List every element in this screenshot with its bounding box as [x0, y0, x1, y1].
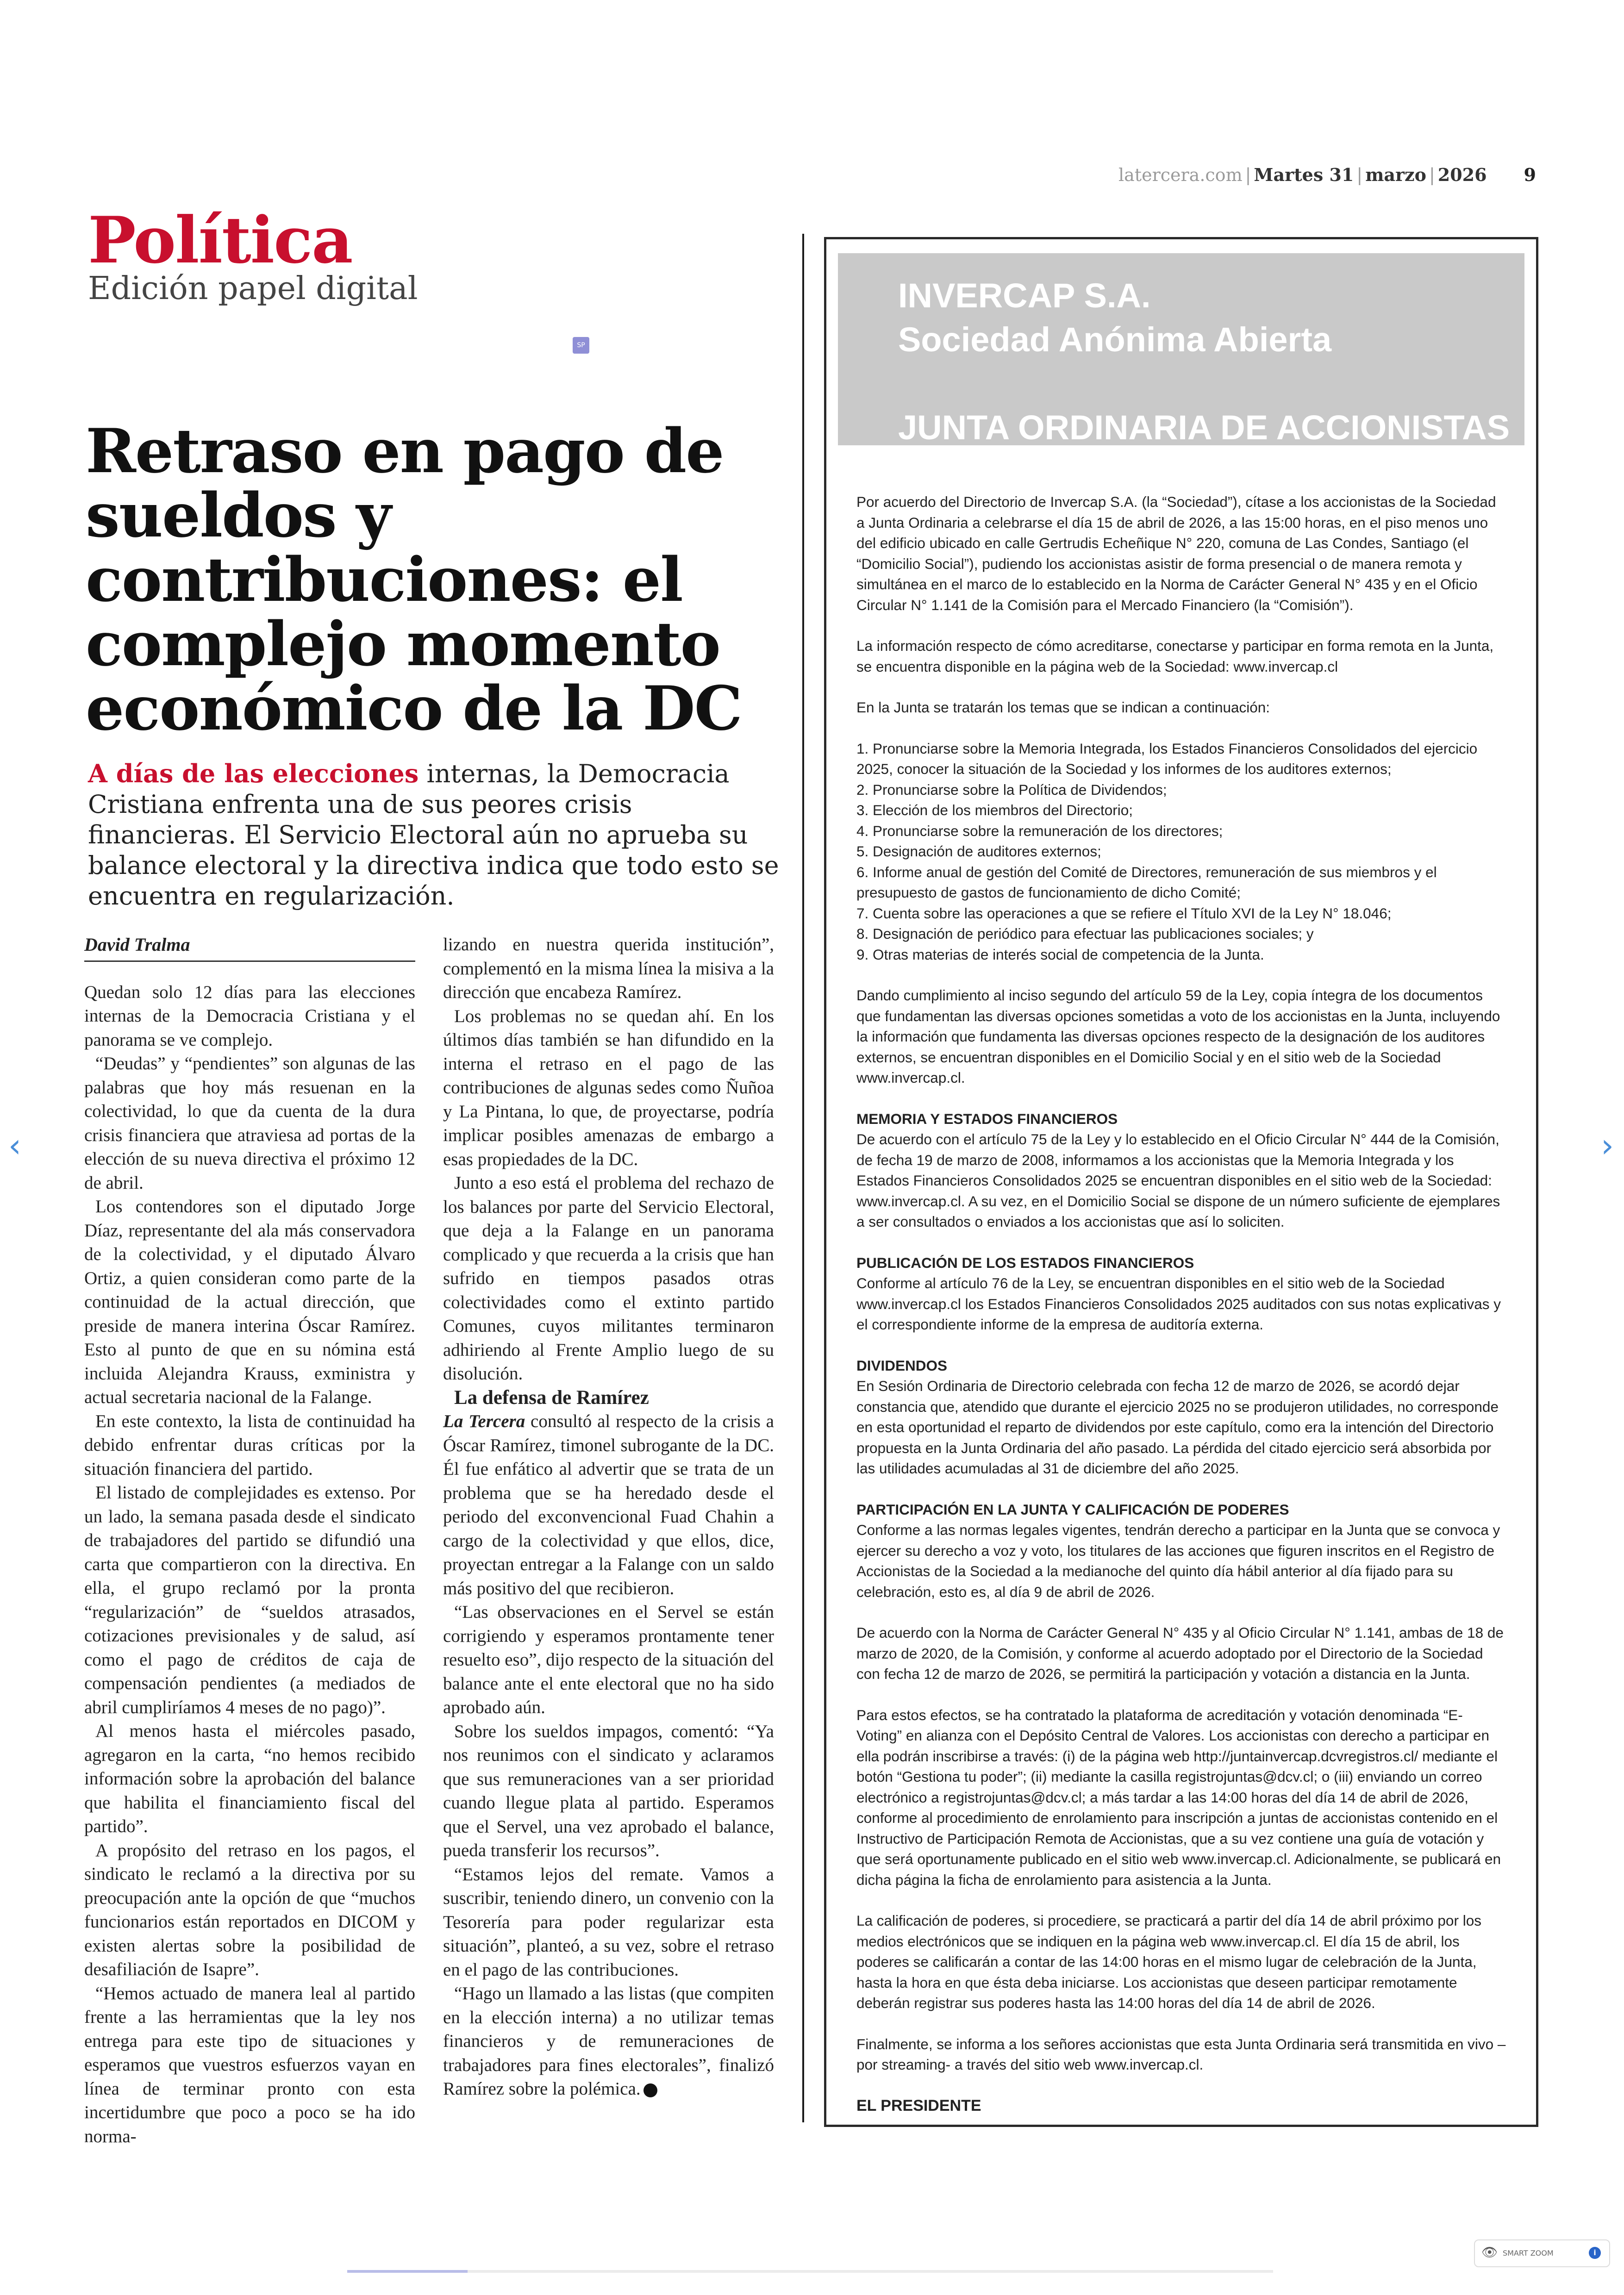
paragraph: El listado de complejidades es extenso. Por un lado, la semana pasada desde el sindicato de trabajadores del partido se difundió una carta que compartieron con la directiva. En ella, el grupo reclamó por la pronta “regularización” de “sueldos atrasados, cotizaciones previsionales y de salud, así como el pago de créditos de caja de compensación pendientes (a mediados de abril cumpliríamos 4 meses de no pago)”.	[84, 1483, 415, 1717]
notice-paragraph: La información respecto de cómo acreditarse, conectarse y participar en forma remota en la Junta, se encuentra disponible en la página web de la Sociedad: www.invercap.cl	[856, 637, 1494, 675]
paragraph: “Estamos lejos del remate. Vamos a suscribir, teniendo dinero, un convenio con la Tesorería para poder regularizar esta situación”, planteó, a su vez, sobre el retraso en el pago de las contribuciones.	[443, 1864, 774, 1980]
notice-company: INVERCAP S.A.	[898, 276, 1151, 315]
paragraph: “Deudas” y “pendientes” son algunas de las palabras que hoy más resuenan en la colectividad, lo que da cuenta de la dura crisis financiera que atraviesa ad portas de la elección de su nueva directiva el próximo 12 de abril.	[84, 1054, 415, 1193]
paragraph: A propósito del retraso en los pagos, el sindicato le reclamó a la directiva por su preocupación ante la opción de que “muchos funcionarios están reportados en DICOM y existen alertas sobre la posibilidad de desafiliación de Isapre”.	[84, 1840, 415, 1979]
section-subtitle: Edición papel digital	[88, 270, 418, 307]
paragraph: Los contendores son el diputado Jorge Díaz, representante del ala más conservadora de la colectividad, y el diputado Álvaro Ortiz, a quien consideran como parte de la continuidad de la actual dirección, que preside de manera interina Óscar Ramírez. Esto al punto de que en su nómina está incluida Alejandra Krauss, exministra y actual secretaria nacional de la Falange.	[84, 1197, 415, 1407]
info-icon[interactable]: i	[1589, 2247, 1601, 2259]
eye-icon: 👁	[1481, 2245, 1498, 2260]
notice-paragraph: En la Junta se tratarán los temas que se indican a continuación:	[856, 699, 1270, 716]
column-divider	[802, 234, 804, 2122]
lead-highlight: A días de las elecciones	[88, 759, 419, 788]
notice-paragraph: De acuerdo con el artículo 75 de la Ley y lo establecido en el Oficio Circular N° 444 de la Comisión, de fecha 19 de marzo de 2008, informamos a los accionistas que la Memoria Integrada y los Estados Financieros Consolidados 2025 se encuentran disponibles en el sitio web de la Sociedad: www.invercap.cl. A su vez, en el Domicilio Social se dispone de un número suficiente de ejemplares a ser consultados o enviados a los accionistas que así lo soliciten.	[856, 1131, 1500, 1230]
notice-paragraph: De acuerdo con la Norma de Carácter General N° 435 y al Oficio Circular N° 1.141, ambas de 18 de marzo de 2020, de la Comisión, y conforme al acuerdo adoptado por el Directorio de la Sociedad con fecha 12 de marzo de 2026, se permitirá la participación y votación a distancia en la Junta.	[856, 1624, 1504, 1682]
agenda-item: 3. Elección de los miembros del Directorio;	[856, 802, 1133, 818]
notice-paragraph: La calificación de poderes, si procediere, se practicará a partir del día 14 de abril próximo por los medios electrónicos que se indiquen en la página web www.invercap.cl. El día 15 de abril, los poderes se calificarán a contar de las 14:00 horas en el mismo lugar de celebración de la Junta, hasta la hora en que ésta deba iniciarse. Los accionistas que deseen participar remotamente deberán registrar sus poderes hasta las 14:00 horas del día 14 de abril de 2026.	[856, 1912, 1481, 2011]
notice-signature: EL PRESIDENTE	[856, 2096, 981, 2114]
agenda-item: 6. Informe anual de gestión del Comité de Directores, remuneración de sus miembros y el presupuesto de gastos de funcionamiento de dicho Comité;	[856, 863, 1437, 901]
publication-name: La Tercera	[443, 1411, 525, 1431]
legal-notice	[824, 237, 1538, 2127]
notice-paragraph: Conforme al artículo 76 de la Ley, se encuentran disponibles en el sitio web de la Sociedad www.invercap.cl los Estados Financieros Consolidados 2025 auditados con sus notas explicativas y el correspondiente informe de la empresa de auditoría externa.	[856, 1275, 1501, 1333]
agenda-item: 2. Pronunciarse sobre la Política de Dividendos;	[856, 781, 1167, 798]
article-headline: Retraso en pago de sueldos y contribuciones: el complejo momento económico de la DC	[86, 415, 742, 744]
agenda-list	[856, 738, 1507, 965]
paragraph: Sobre los sueldos impagos, comentó: “Ya nos reunimos con el sindicato y aclaramos que sus remuneraciones van a ser prioridad cuando llegue plata al partido. Esperamos que el Servel, una vez aprobado el balance, pueda transferir los recursos”.	[443, 1721, 774, 1860]
notice-paragraph: Por acuerdo del Directorio de Invercap S.A. (la “Sociedad”), cítase a los accionistas de la Sociedad a Junta Ordinaria a celebrarse el día 15 de abril de 2026, a las 15:00 horas, en el piso menos uno del edificio ubicado en calle Gertrudis Echeñique N° 220, comuna de Las Condes, Santiago (el “Domicilio Social”), pudiendo los accionistas asistir de forma presencial o de manera remota y simultánea en el marco de lo establecido en la Norma de Carácter General N° 435 y en el Oficio Circular N° 1.141 de la Comisión para el Mercado Financiero (la “Comisión”).	[856, 493, 1496, 613]
agenda-item: 5. Designación de auditores externos;	[856, 843, 1101, 860]
paragraph: “Hemos actuado de manera leal al partido frente a las herramientas que la ley nos entrega para este tipo de situaciones y esperamos que vuestros esfuerzos vayan en línea de terminar pronto con esta incertidumbre que poco a poco se ha ido norma-	[84, 1983, 415, 2146]
paragraph: La Tercera consultó al respecto de la crisis a Óscar Ramírez, timonel subrogante de la DC. Él fue enfático al advertir que se trata de un problema que se ha heredado desde el periodo del exconvencional Fuad Chahin a cargo de la colectividad y que ellos, dice, proyectan entregar a la Falange con un saldo más positivo del que recibieron.	[443, 1411, 774, 1598]
notice-paragraph: Finalmente, se informa a los señores accionistas que esta Junta Ordinaria será transmitida en vivo –por streaming- a través del sitio web www.invercap.cl.	[856, 2035, 1506, 2073]
article-column-1	[84, 933, 415, 2148]
notice-header	[838, 253, 1524, 445]
article-lead	[88, 758, 782, 911]
paragraph: Quedan solo 12 días para las elecciones internas de la Democracia Cristiana y el panorama se ve complejo.	[84, 982, 415, 1050]
byline: David Tralma	[84, 933, 415, 962]
notice-paragraph: Dando cumplimiento al inciso segundo del artículo 59 de la Ley, copia íntegra de los documentos que fundamentan las diversas opciones sometidas a voto de los accionistas en la Junta, incluyendo la información que fundamenta las diversas opciones respecto de la designación de los auditores externos, se encuentran disponibles en el Domicilio Social y en el sitio web de la Sociedad www.invercap.cl.	[856, 987, 1500, 1086]
notice-company-type: Sociedad Anónima Abierta	[898, 320, 1332, 359]
agenda-item: 9. Otras materias de interés social de competencia de la Junta.	[856, 946, 1264, 963]
notice-heading: MEMORIA Y ESTADOS FINANCIEROS	[856, 1110, 1118, 1127]
previous-page-arrow-icon[interactable]: ‹	[8, 1127, 21, 1165]
paragraph: “Las observaciones en el Servel se están corrigiendo y esperamos prontamente tener resuelto eso”, dijo respecto de la situación del balance ante el ente electoral que no ha sido aprobado aún.	[443, 1602, 774, 1717]
notice-body	[856, 492, 1507, 2136]
paragraph: “Hago un llamado a las listas (que compiten en la elección interna) a no utilizar temas financieros y de remuneraciones de trabajadores para fines electorales”, finalizó Ramírez sobre la polémica.	[443, 1983, 774, 2099]
page-number: 9	[1524, 164, 1536, 185]
notice-paragraph: Para estos efectos, se ha contratado la plataforma de acreditación y votación denominada “E-Voting” en alianza con el Depósito Central de Valores. Los accionistas con derecho a participar en ella podrán inscribirse a través: (i) de la página web http://juntainvercap.dcvregistros.cl/ mediante el botón “Gestiona tu poder”; (ii) mediante la casilla registrojuntas@dcv.cl; o (iii) enviando un correo electrónico a registrojuntas@dcv.cl; a más tardar a las 14:00 horas del día 14 de abril de 2026, conforme al procedimiento de enrolamiento para inscripción a juntas de accionistas contenido en el Instructivo de Participación Remota de Accionistas, que a su vez contiene una guía de votación y que será oportunamente publicado en el sitio web www.invercap.cl. Adicionalmente, se publicará en dicha página la ficha de enrolamiento para asistencia a la Junta.	[856, 1706, 1501, 1888]
small-marker-icon[interactable]: SP	[573, 337, 589, 354]
paragraph: Al menos hasta el miércoles pasado, agregaron en la carta, “no hemos recibido información sobre la aprobación del balance que habilita el financiamiento fiscal del partido”.	[84, 1721, 415, 1836]
header-day: Martes 31	[1254, 164, 1354, 185]
article-column-2	[443, 933, 774, 2101]
agenda-item: 1. Pronunciarse sobre la Memoria Integrada, los Estados Financieros Consolidados del ejercicio 2025, conocer la situación de la Sociedad y los informes de los auditores externos;	[856, 740, 1478, 777]
agenda-item: 4. Pronunciarse sobre la remuneración de los directores;	[856, 822, 1223, 839]
horizontal-scrollbar[interactable]	[347, 2270, 1273, 2273]
notice-paragraph: Conforme a las normas legales vigentes, tendrán derecho a participar en la Junta que se convoca y ejercer su derecho a voz y voto, los titulares de las acciones que figuren inscritos en el Registro de Accionistas de la Sociedad a la medianoche del quinto día hábil anterior al día fijado para su celebración, esto es, al día 9 de abril de 2026.	[856, 1522, 1500, 1600]
section-title: Política	[88, 202, 352, 278]
header-year: 2026	[1437, 164, 1487, 185]
next-page-arrow-icon[interactable]: ›	[1601, 1127, 1614, 1165]
page-header-meta: latercera.com | Martes 31 | marzo | 2026 9	[1118, 164, 1536, 185]
smart-zoom-label: SMART ZOOM	[1503, 2249, 1554, 2258]
paragraph: Los problemas no se quedan ahí. En los últimos días también se han difundido en la interna el retraso en el pago de las contribuciones de algunas sedes como Ñuñoa y La Pintana, lo que, de proyectarse, podría implicar posibles amenazas de embargo a esas propiedades de la DC.	[443, 1006, 774, 1169]
end-mark-icon	[643, 2083, 657, 2097]
paragraph: Junto a eso está el problema del rechazo de los balances por parte del Servicio Electoral, que deja a la Falange en un panorama complicado y que recuerda a la crisis que han sufrido en tiempos pasados otras colectividades como el extinto partido Comunes, cuyos militantes terminaron adhiriendo al Frente Amplio luego de su disolución.	[443, 1173, 774, 1384]
smart-zoom-button[interactable]	[1474, 2239, 1610, 2267]
notice-paragraph: En Sesión Ordinaria de Directorio celebrada con fecha 12 de marzo de 2026, se acordó dejar constancia que, atendido que durante el ejercicio 2025 no se produjeron utilidades, no corresponde en esta oportunidad el reparto de dividendos por este capítulo, como era la intención del Directorio propuesta en la Junta Ordinaria del año pasado. La pérdida del citado ejercicio será absorbida por las utilidades acumuladas al 31 de diciembre del año 2025.	[856, 1378, 1499, 1477]
lead-text: internas, la Democracia Cristiana enfrenta una de sus peores crisis financieras. El Servicio Electoral aún no aprueba su balance electoral y la directiva indica que todo esto se encuentra en regularización.	[88, 759, 779, 911]
site-name: latercera.com	[1118, 165, 1243, 185]
notice-heading: DIVIDENDOS	[856, 1357, 948, 1374]
agenda-item: 8. Designación de periódico para efectuar las publicaciones sociales; y	[856, 925, 1314, 942]
paragraph: En este contexto, la lista de continuidad ha debido enfrentar duras críticas por la situación financiera del partido.	[84, 1411, 415, 1479]
article-subhead: La defensa de Ramírez	[454, 1386, 649, 1409]
notice-title: JUNTA ORDINARIA DE ACCIONISTAS	[898, 408, 1510, 447]
header-month: marzo	[1365, 164, 1426, 185]
notice-heading: PUBLICACIÓN DE LOS ESTADOS FINANCIEROS	[856, 1254, 1194, 1271]
agenda-item: 7. Cuenta sobre las operaciones a que se refiere el Título XVI de la Ley N° 18.046;	[856, 904, 1392, 922]
scrollbar-thumb[interactable]	[347, 2270, 468, 2273]
paragraph: lizando en nuestra querida institución”, complementó en la misma línea la misiva a la dirección que encabeza Ramírez.	[443, 935, 774, 1002]
notice-heading: PARTICIPACIÓN EN LA JUNTA Y CALIFICACIÓN DE PODERES	[856, 1501, 1289, 1518]
